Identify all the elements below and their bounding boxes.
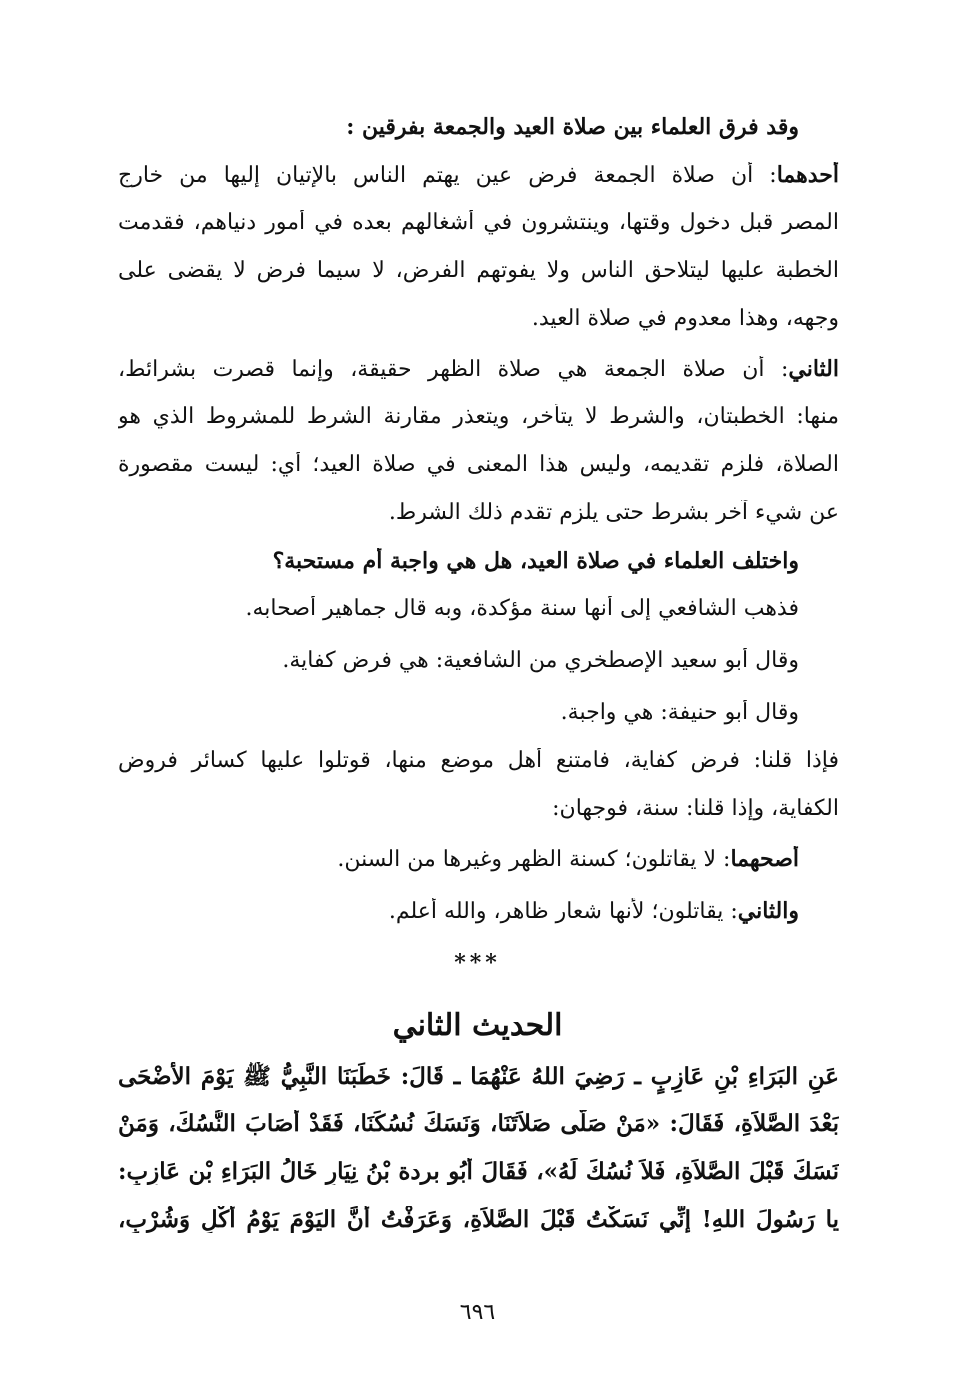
view-two — [118, 898, 799, 924]
body-text — [118, 0, 839, 1381]
consequence-line-1: فإذا قلنا: فرض كفاية، فامتنع أهل موضع منها، قوتلوا عليها كسائر فروض — [118, 748, 839, 773]
view-one-lead: أصحهما — [730, 846, 799, 872]
opinion-istakhri: وقال أبو سعيد الإصطخري من الشافعية: هي فرض كفاية. — [282, 648, 799, 673]
second-difference-line-1 — [118, 356, 839, 382]
first-difference-line-3: الخطبة عليها ليتلاحق الناس ولا يفوتهم الفرض، لا سيما فرض لا يقضى على — [118, 258, 839, 283]
second-difference-line-4: عن شيء آخر بشرط حتى يلزم تقدم ذلك الشرط. — [388, 500, 839, 525]
hadith-line-2: بَعْدَ الصَّلاَةِ، فَقَالَ: «مَنْ صَلَّى صَلاَتَنَا، وَنَسَكَ نُسُكَنَا، فَقَدْ أَصَابَ النُّسُكَ، وَمَنْ — [118, 1110, 839, 1137]
view-two-text: : يقاتلون؛ لأنها شعار ظاهر، والله أعلم. — [388, 899, 738, 924]
view-one-text: : لا يقاتلون؛ كسنة الظهر وغيرها من السنن. — [337, 847, 731, 872]
view-one — [118, 846, 799, 872]
opinion-shafii: فذهب الشافعي إلى أنها سنة مؤكدة، وبه قال جماهير أصحابه. — [245, 596, 799, 621]
first-text-1: : أن صلاة الجمعة فرض عين يهتم الناس بالإتيان إليها من خارج — [118, 163, 777, 188]
first-difference-line-1 — [118, 162, 839, 188]
first-lead: أحدهما — [776, 162, 839, 188]
second-difference-line-2: منها: الخطبتان، والشرط لا يتأخر، ويتعذر مقارنة الشرط للمشروط الذي هو — [118, 404, 839, 429]
intro-line: وقد فرق العلماء بين صلاة العيد والجمعة بفرقين : — [346, 114, 799, 140]
consequence-line-2: الكفاية، وإذا قلنا: سنة، فوجهان: — [552, 796, 839, 821]
hadith-line-1: عَنِ البَرَاءِ بْنِ عَازِبٍ ـ رَضِيَ اللهُ عَنْهُمَا ـ قَالَ: خَطَبَنَا النَّبِيُّ ﷺ يَوْمَ الأَضْحَى — [118, 1063, 839, 1090]
question-line: واختلف العلماء في صلاة العيد، هل هي واجبة أم مستحبة؟ — [272, 548, 799, 574]
view-two-lead: والثاني — [737, 898, 799, 924]
section-heading: الحديث الثاني — [392, 1008, 563, 1043]
hadith-line-4: يا رَسُولَ اللهِ! إِنِّي نَسَكْتُ قَبْلَ الصَّلاَةِ، وَعَرَفْتُ أَنَّ اليَوْمَ يَوْمُ أَكْلٍ وَشُرْبٍ، — [118, 1206, 839, 1233]
opinion-abu-hanifa: وقال أبو حنيفة: هي واجبة. — [560, 700, 799, 725]
first-difference-line-2: المصر قبل دخول وقتها، وينتشرون في أشغالهم بعده في أمور دنياهم، فقدمت — [118, 210, 839, 235]
second-lead: الثاني — [788, 356, 839, 382]
first-difference-line-4: وجهه، وهذا معدوم في صلاة العيد. — [531, 306, 839, 331]
hadith-line-3: نَسَكَ قَبْلَ الصَّلاَةِ، فَلاَ نُسُكَ لَهُ»، فَقَالَ أَبُو بردة بْنُ نِيَارٍ خَالُ البَرَاءِ بْنِ عَازِبٍ: — [118, 1158, 839, 1185]
section-separator: *** — [454, 950, 501, 976]
second-text-1: : أن صلاة الجمعة هي صلاة الظهر حقيقة، وإنما قصرت بشرائط، — [118, 357, 789, 382]
page-number: ٦٩٦ — [459, 1300, 496, 1325]
second-difference-line-3: الصلاة، فلزم تقديمه، وليس هذا المعنى في صلاة العيد؛ أي: ليست مقصورة — [118, 452, 839, 477]
